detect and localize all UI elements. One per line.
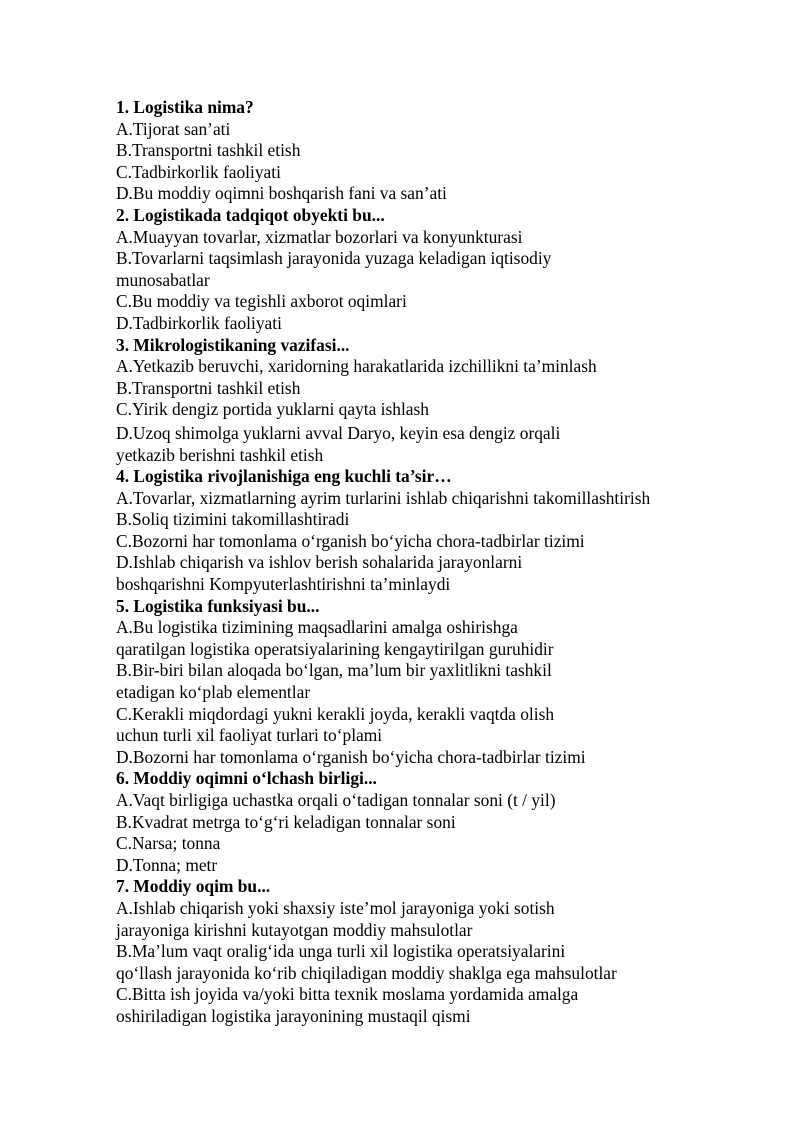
answer-option-continuation: qo‘llash jarayonida ko‘rib chiqiladigan moddiy shaklga ega mahsulotlar <box>116 962 617 983</box>
answer-option: B.Soliq tizimini takomillashtiradi <box>116 509 350 530</box>
question-title: 6. Moddiy oqimni o‘lchash birligi... <box>116 768 377 789</box>
answer-option: B.Tovarlarni taqsimlash jarayonida yuzaga keladigan iqtisodiy <box>116 248 552 269</box>
answer-option: C.Narsa; tonna <box>116 833 221 854</box>
answer-option: A.Muayyan tovarlar, xizmatlar bozorlari va konyunkturasi <box>116 226 523 247</box>
question-title: 7. Moddiy oqim bu... <box>116 876 271 897</box>
answer-option: A.Tovarlar, xizmatlarning ayrim turlarini ishlab chiqarishni takomillashtirish <box>116 487 651 508</box>
answer-option-continuation: jarayoniga kirishni kutayotgan moddiy mahsulotlar <box>116 919 473 940</box>
answer-option: A.Bu logistika tizimining maqsadlarini amalga oshirishga <box>116 617 518 638</box>
answer-option: C.Kerakli miqdordagi yukni kerakli joyda, kerakli vaqtda olish <box>116 703 555 724</box>
answer-option: C.Yirik dengiz portida yuklarni qayta ishlash <box>116 399 429 420</box>
answer-option: C.Bu moddiy va tegishli axborot oqimlari <box>116 291 407 312</box>
question-title: 2. Logistikada tadqiqot obyekti bu... <box>116 204 385 225</box>
answer-option: A.Vaqt birligiga uchastka orqali o‘tadigan tonnalar soni (t / yil) <box>116 790 556 810</box>
answer-option: C.Tadbirkorlik faoliyati <box>116 161 281 182</box>
answer-option: D.Tadbirkorlik faoliyati <box>116 312 282 333</box>
answer-option: A.Yetkazib beruvchi, xaridorning harakatlarida izchillikni ta’minlash <box>116 356 597 377</box>
answer-option-continuation: qaratilgan logistika operatsiyalarining kengaytirilgan guruhidir <box>116 638 554 659</box>
answer-option: B.Transportni tashkil etish <box>116 140 301 161</box>
question-title: 3. Mikrologistikaning vazifasi... <box>116 334 350 355</box>
answer-option: A.Ishlab chiqarish yoki shaxsiy iste’mol jarayoniga yoki sotish <box>116 897 555 918</box>
answer-option: C.Bozorni har tomonlama o‘rganish bo‘yicha chora-tadbirlar tizimi <box>116 530 585 551</box>
answer-option: A.Tijorat san’ati <box>116 118 231 139</box>
answer-option-continuation: munosabatlar <box>116 269 210 290</box>
answer-option-continuation: boshqarishni Kompyuterlashtirishni ta’minlaydi <box>116 574 451 595</box>
answer-option: D.Ishlab chiqarish va ishlov berish sohalarida jarayonlarni <box>116 552 523 573</box>
answer-option: C.Bitta ish joyida va/yoki bitta texnik moslama yordamida amalga <box>116 984 579 1005</box>
answer-option-continuation: uchun turli xil faoliyat turlari to‘plami <box>116 725 383 746</box>
answer-option: D.Bu moddiy oqimni boshqarish fani va san’ati <box>116 183 447 204</box>
answer-option: D.Uzoq shimolga yuklarni avval Daryo, keyin esa dengiz orqali <box>116 422 561 443</box>
answer-option: B.Transportni tashkil etish <box>116 377 301 398</box>
answer-option: D.Tonna; metr <box>116 854 218 875</box>
answer-option: D.Bozorni har tomonlama o‘rganish bo‘yicha chora-tadbirlar tizimi <box>116 746 586 767</box>
answer-option-continuation: oshiriladigan logistika jarayonining mustaqil qismi <box>116 1005 471 1026</box>
answer-option: B.Bir-biri bilan aloqada bo‘lgan, ma’lum bir yaxlitlikni tashkil <box>116 660 552 681</box>
question-title: 4. Logistika rivojlanishiga eng kuchli ta’sir… <box>116 466 452 487</box>
question-title: 1. Logistika nima? <box>116 97 254 117</box>
answer-option-continuation: etadigan ko‘plab elementlar <box>116 682 311 703</box>
answer-option: B.Kvadrat metrga to‘g‘ri keladigan tonnalar soni <box>116 811 456 832</box>
answer-option-continuation: yetkazib berishni tashkil etish <box>116 444 324 465</box>
document-page <box>116 97 756 1028</box>
question-title: 5. Logistika funksiyasi bu... <box>116 595 320 616</box>
answer-option: B.Ma’lum vaqt oralig‘ida unga turli xil logistika operatsiyalarini <box>116 941 566 962</box>
